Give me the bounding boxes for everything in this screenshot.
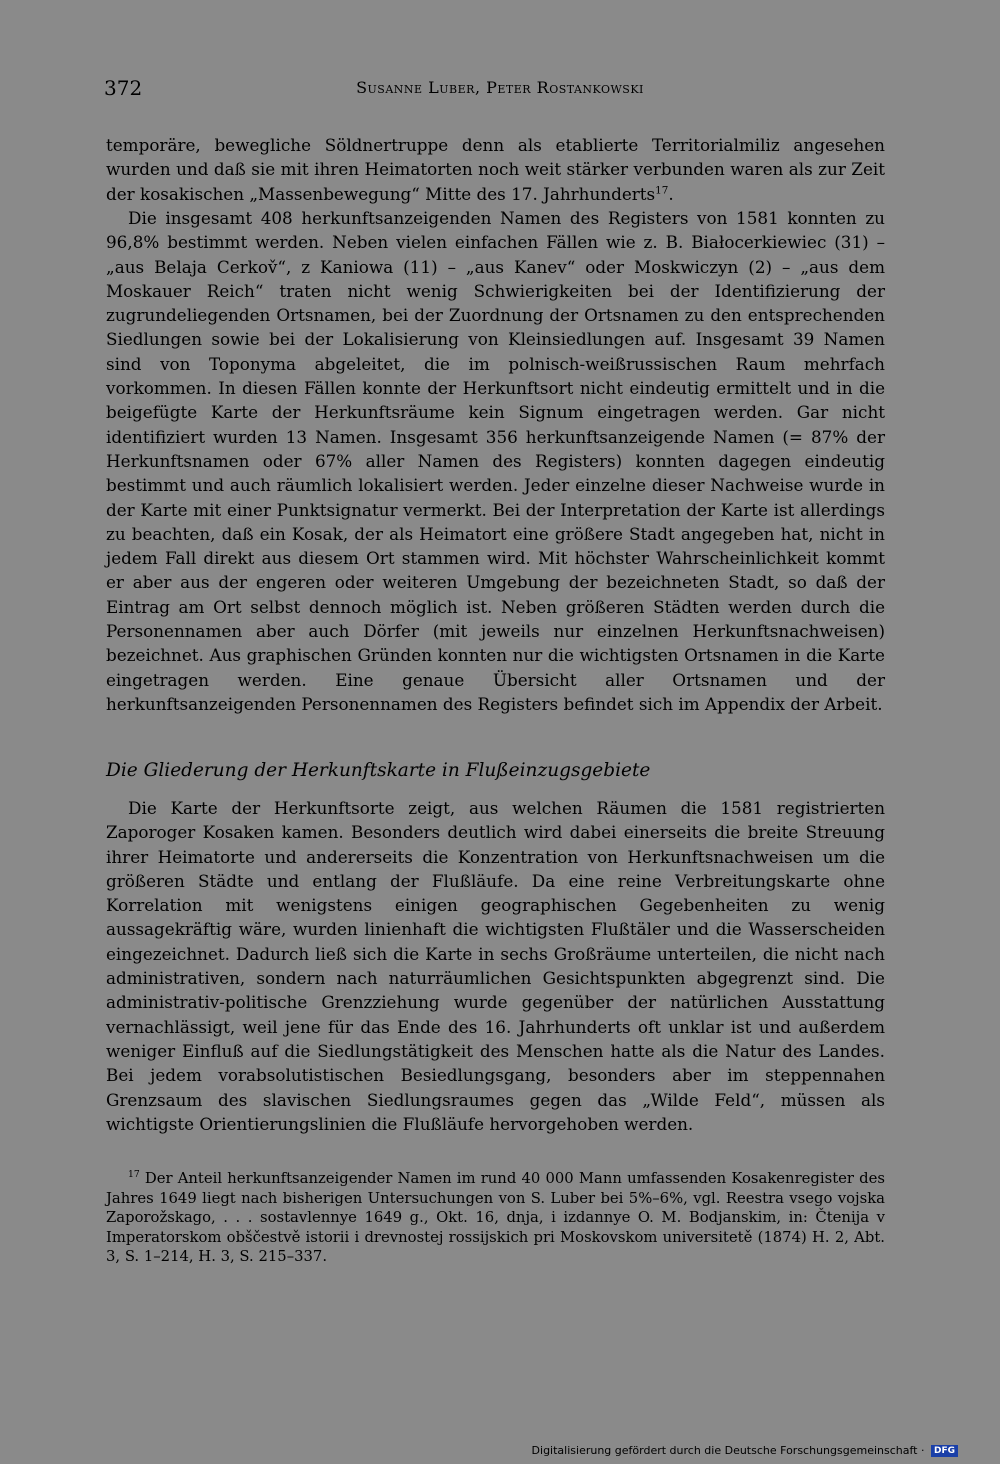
paragraph-text: Die insgesamt 408 herkunftsanzeigenden Namen des Registers von 1581 konnten zu 96,8% bestimmt werden. Neben vielen einfachen Fällen wie z. B. Białocerkiewiec (31) – „aus Belaja Cerkov̌“, z Kaniowa (11) – „aus Kanev“ oder Moskwiczyn (2) – „aus dem Moskauer Reich“ traten nicht wenig Schwierigkeiten bei der Identifizierung der zugrundeliegenden Ortsnamen, bei der Zuordnung der Ortsnamen zu den entsprechenden Siedlungen sowie bei der Lokalisierung von Kleinsiedlungen auf. Insgesamt 39 Namen sind von Toponyma abgeleitet, die im polnisch-weißrussischen Raum mehrfach vorkommen. In diesen Fällen konnte der Herkunftsort nicht eindeutig ermittelt und in die beigefügte Karte der Herkunftsräume kein Signum eingetragen werden. Gar nicht identifiziert wurden 13 Namen. Insgesamt 356 herkunftsanzeigende Namen (= 87% der Herkunftsnamen oder 67% aller Namen des Registers) konnten dagegen eindeutig bestimmt und auch räumlich lokalisiert werden. Jeder einzelne dieser Nachweise wurde in der Karte mit einer Punktsignatur vermerkt. Bei der Interpretation der Karte ist allerdings zu beachten, daß ein Kosak, der als Heimatort eine größere Stadt angegeben hat, nicht in jedem Fall direkt aus diesem Ort stammen wird. Mit höchster Wahrscheinlichkeit kommt er aber aus der engeren oder weiteren Umgebung der bezeichneten Stadt, so daß der Eintrag am Ort selbst dennoch möglich ist. Neben größeren Städten werden durch die Personennamen aber auch Dörfer (mit jeweils nur einzelnen Herkunftsnachweisen) bezeichnet. Aus graphischen Gründen konnten nur die wichtigsten Ortsnamen in die Karte eingetragen werden. Eine genaue Übersicht aller Ortsnamen und der herkunftsanzeigenden Personennamen des Registers befindet sich im Appendix der Arbeit. (106, 208, 885, 714)
credit-text: Digitalisierung gefördert durch die Deutsche Forschungsgemeinschaft (531, 1444, 918, 1457)
footnote-text: Der Anteil herkunftsanzeigender Namen im rund 40 000 Mann umfassenden Kosakenregister des Jahres 1649 liegt nach bisherigen Untersuchungen von S. Luber bei 5%–6%, vgl. Reestra vsego vojska Zaporožskago, . . . sostavlennye 1649 g., Okt. 16, dnja, i izdannye O. M. Bodjanskim, in: Čtenija v Imperatorskom obščestvě istorii i drevnostej rossijskich pri Moskovskom universitetě (1874) H. 2, Abt. 3, S. 1–214, H. 3, S. 215–337. (106, 1170, 885, 1265)
paragraph-text: Die Karte der Herkunftsorte zeigt, aus welchen Räumen die 1581 registrierten Zaporoger Kosaken kamen. Besonders deutlich wird dabei einerseits die breite Streuung ihrer Heimatorte und andererseits die Konzentration von Herkunftsnachweisen um die größeren Städte und entlang der Flußläufe. Da eine reine Verbreitungskarte ohne Korrelation mit wenigstens einigen geographischen Gegebenheiten zu wenig aussagekräftig wäre, wurden linienhaft die wichtigsten Flußtäler und die Wasserscheiden eingezeichnet. Dadurch ließ sich die Karte in sechs Großräume unterteilen, die nicht nach administrativen, sondern nach naturräumlichen Gesichtspunkten abgegrenzt sind. Die administrativ-politische Grenzziehung wurde gegenüber der natürlichen Ausstattung vernachlässigt, weil jene für das Ende des 16. Jahrhunderts oft unklar ist und außerdem weniger Einfluß auf die Siedlungstätigkeit des Menschen hatte als die Natur des Landes. Bei jedem vorabsolutistischen Besiedlungsgang, besonders aber im steppennahen Grenzsaum des slavischen Siedlungsraumes gegen das „Wilde Feld“, müssen als wichtigste Orientierungslinien die Flußläufe hervorgehoben werden. (106, 798, 885, 1134)
paragraph (106, 206, 885, 716)
paragraph-continued (106, 133, 885, 206)
digitization-credit: Digitalisierung gefördert durch die Deutsche Forschungsgemeinschaft · DFG (532, 1444, 958, 1457)
paragraph-punctuation: . (668, 183, 674, 204)
running-head: Susanne Luber, Peter Rostankowski (356, 78, 644, 97)
paragraph (106, 796, 885, 1136)
section-heading: Die Gliederung der Herkunftskarte in Flußeinzugsgebiete (106, 760, 651, 781)
paragraph-text: temporäre, bewegliche Söldnertruppe denn als etablierte Territorialmiliz angesehen wurden und daß sie mit ihren Heimatorten noch weit stärker verbunden waren als zur Zeit der kosakischen „Massenbewegung“ Mitte des 17. Jahrhunderts (106, 135, 885, 204)
footnote-reference: 17 (655, 184, 669, 196)
page-number: 372 (104, 76, 143, 100)
dfg-logo: DFG (931, 1445, 958, 1457)
footnote-number: 17 (128, 1169, 140, 1181)
footnote (106, 1169, 885, 1267)
